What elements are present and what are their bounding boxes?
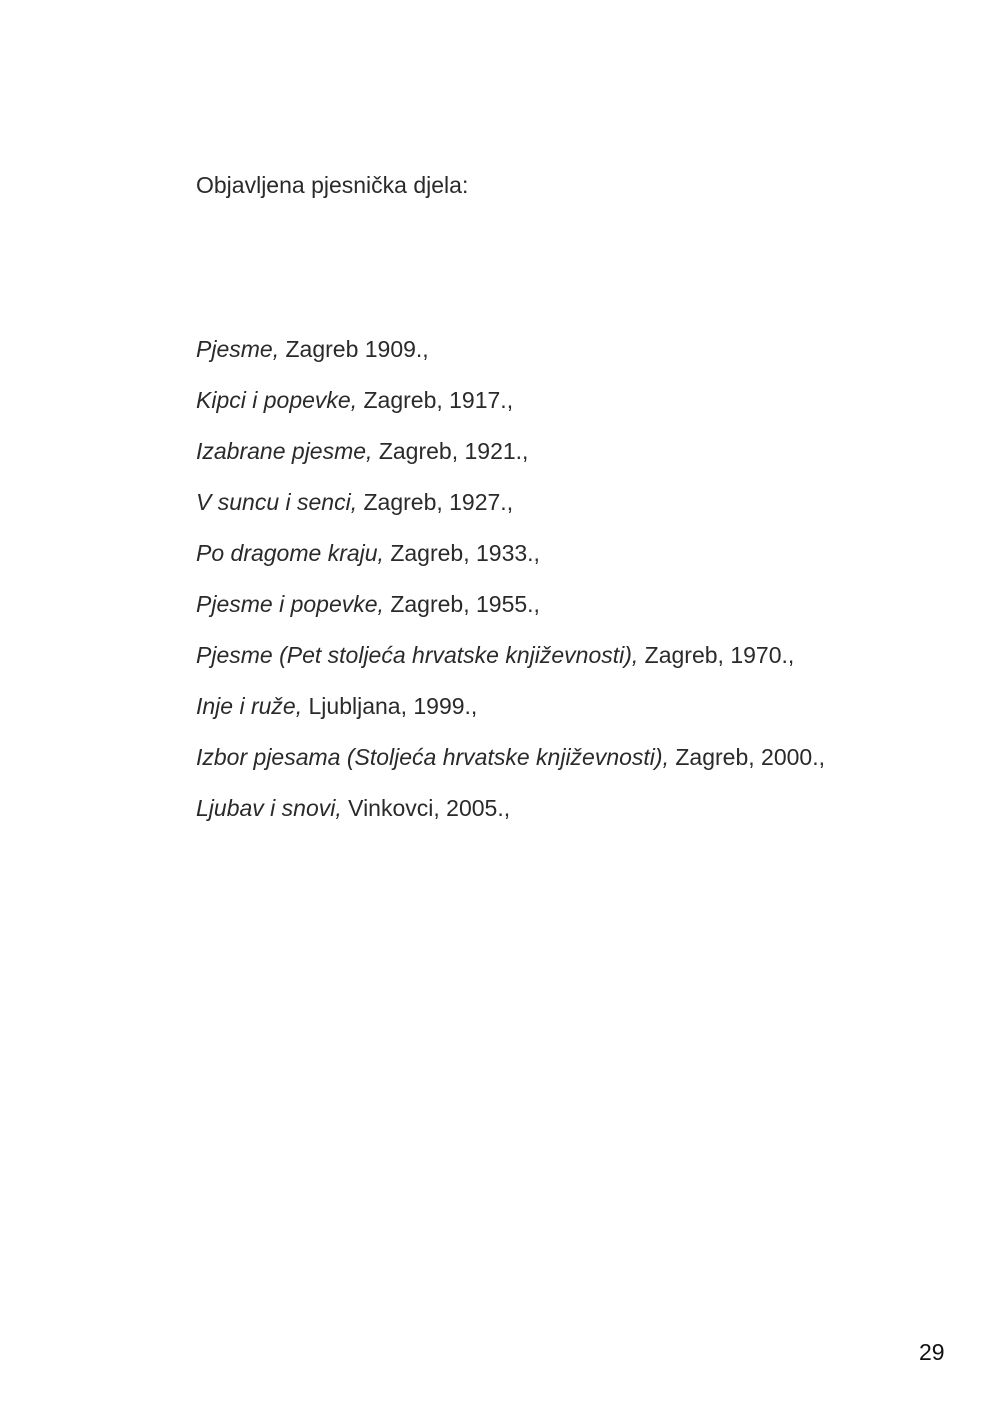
work-title: Pjesme (Pet stoljeća hrvatske književnosti), bbox=[196, 642, 639, 668]
work-details: Zagreb 1909., bbox=[279, 336, 429, 362]
work-title: V suncu i senci, bbox=[196, 489, 358, 515]
list-item bbox=[196, 688, 825, 739]
work-title: Pjesme i popevke, bbox=[196, 591, 384, 617]
work-title: Pjesme, bbox=[196, 336, 280, 362]
work-title: Kipci i popevke, bbox=[196, 387, 358, 413]
work-details: Zagreb, 1933., bbox=[383, 540, 540, 566]
list-item bbox=[196, 739, 825, 790]
list-item bbox=[196, 382, 825, 433]
work-title: Po dragome kraju, bbox=[196, 540, 384, 566]
list-item bbox=[196, 586, 825, 637]
work-details: Zagreb, 1955., bbox=[383, 591, 540, 617]
list-item bbox=[196, 484, 825, 535]
work-title: Izabrane pjesme, bbox=[196, 438, 373, 464]
work-details: Zagreb, 1921., bbox=[372, 438, 529, 464]
list-item bbox=[196, 790, 825, 841]
work-details: Zagreb, 1917., bbox=[357, 387, 514, 413]
published-works-list bbox=[196, 331, 825, 841]
section-heading: Objavljena pjesnička djela: bbox=[196, 172, 469, 198]
work-title: Inje i ruže, bbox=[196, 693, 303, 719]
work-details: Zagreb, 2000., bbox=[668, 744, 825, 770]
list-item bbox=[196, 637, 825, 688]
work-details: Zagreb, 1970., bbox=[638, 642, 795, 668]
list-item bbox=[196, 433, 825, 484]
work-details: Ljubljana, 1999., bbox=[302, 693, 478, 719]
work-details: Vinkovci, 2005., bbox=[341, 795, 511, 821]
work-title: Izbor pjesama (Stoljeća hrvatske književnosti), bbox=[196, 744, 669, 770]
list-item bbox=[196, 535, 825, 586]
page-number: 29 bbox=[919, 1339, 945, 1365]
work-title: Ljubav i snovi, bbox=[196, 795, 342, 821]
work-details: Zagreb, 1927., bbox=[357, 489, 514, 515]
list-item bbox=[196, 331, 825, 382]
